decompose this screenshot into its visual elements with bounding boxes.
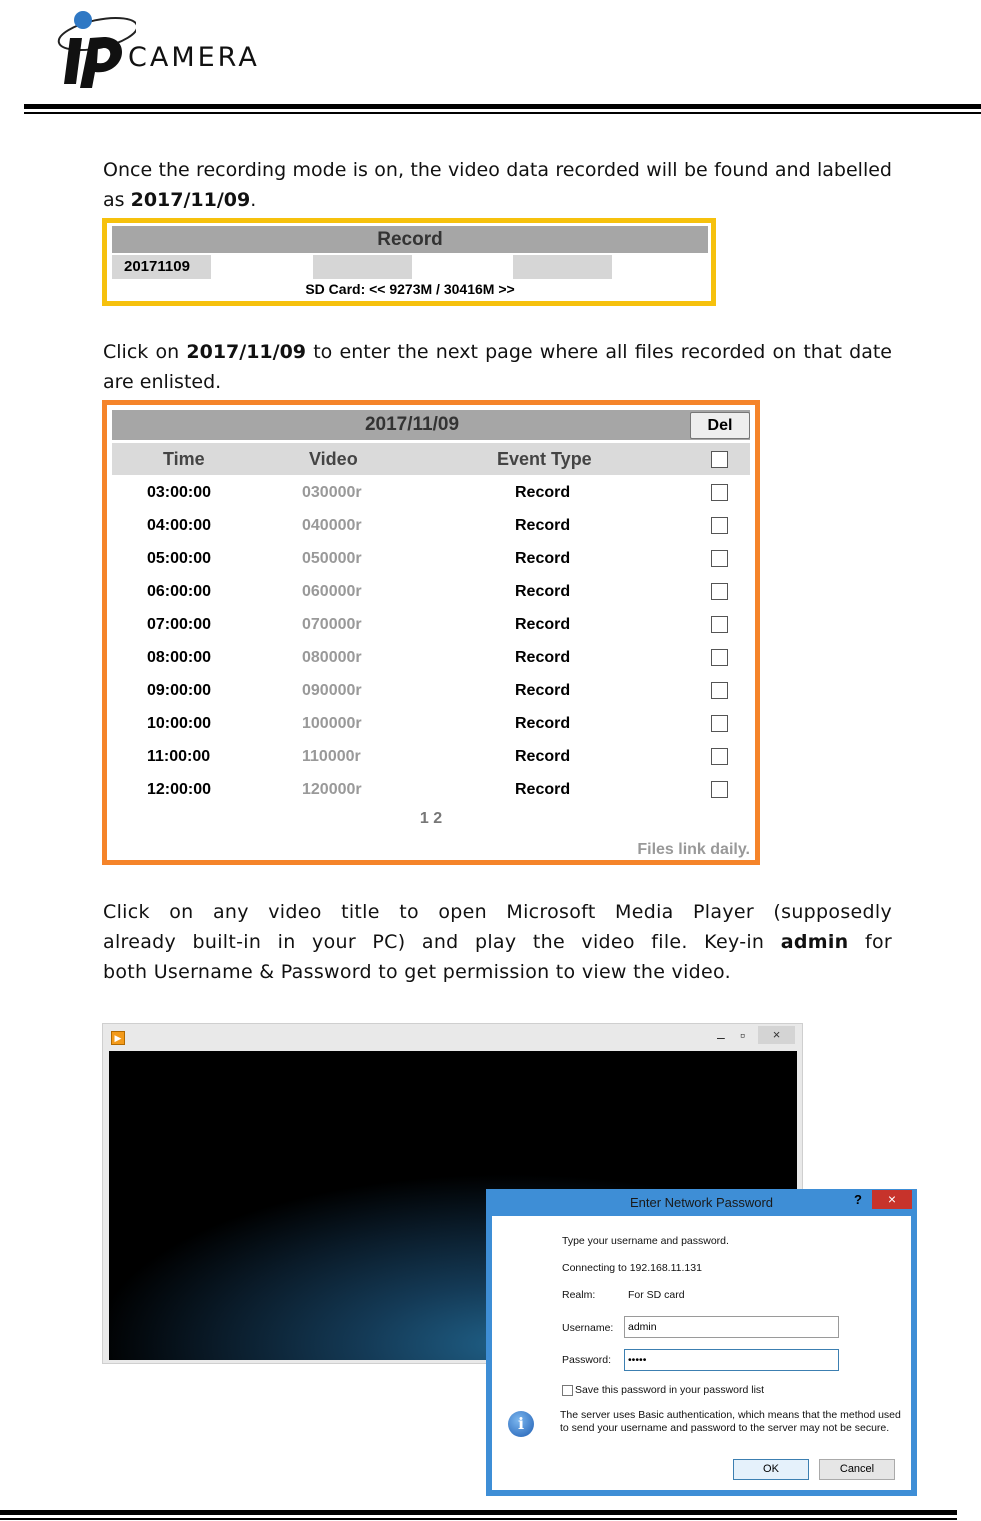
media-player-icon: ▶ (111, 1031, 125, 1045)
file-checkbox[interactable] (711, 715, 728, 732)
column-time: Time (163, 449, 205, 469)
files-panel-date: 2017/11/09 (364, 414, 460, 435)
footer-rule-thin (0, 1518, 957, 1520)
file-time: 07:00:00 (147, 616, 212, 633)
record-date-cell (513, 255, 612, 279)
username-input[interactable]: admin (624, 1316, 839, 1338)
record-panel-title: Record (112, 226, 708, 253)
file-row (112, 773, 750, 806)
column-event-type: Event Type (497, 449, 592, 469)
header-rule (24, 104, 981, 109)
dialog-title: Enter Network Password (629, 1195, 774, 1210)
paragraph-line: already built-in in your PC) and play the video file. Key-in admin for (103, 931, 892, 953)
paragraph-line: both Username & Password to get permission to view the video. (103, 961, 731, 983)
file-video-link[interactable]: 030000r (302, 484, 362, 501)
file-event-type: Record (515, 583, 571, 600)
dialog-close-button[interactable]: × (872, 1190, 912, 1209)
file-time: 09:00:00 (147, 682, 212, 699)
file-row (112, 476, 750, 509)
column-video: Video (309, 449, 358, 469)
dialog-connecting: Connecting to 192.168.11.131 (562, 1262, 702, 1274)
file-time: 06:00:00 (147, 583, 212, 600)
file-event-type: Record (515, 517, 571, 534)
file-row (112, 674, 750, 707)
paragraph-play-video (103, 897, 892, 987)
record-panel (102, 218, 716, 306)
username-label: Username: (562, 1322, 614, 1334)
file-checkbox[interactable] (711, 583, 728, 600)
dialog-body (492, 1216, 911, 1490)
file-event-type: Record (515, 748, 571, 765)
file-time: 03:00:00 (147, 484, 212, 501)
file-checkbox[interactable] (711, 781, 728, 798)
file-time: 04:00:00 (147, 517, 212, 534)
save-password-checkbox[interactable] (562, 1385, 573, 1396)
file-checkbox[interactable] (711, 748, 728, 765)
file-time: 05:00:00 (147, 550, 212, 567)
file-checkbox[interactable] (711, 517, 728, 534)
record-date-cell (313, 255, 412, 279)
minimize-button[interactable]: ‒ (717, 1029, 725, 1045)
file-event-type: Record (515, 550, 571, 567)
header-rule-thin (24, 112, 981, 114)
file-row (112, 707, 750, 740)
file-time: 11:00:00 (147, 748, 211, 765)
file-video-link[interactable]: 120000r (302, 781, 362, 798)
help-icon[interactable]: ? (854, 1192, 862, 1207)
footer-rule (0, 1510, 957, 1515)
info-icon: i (508, 1411, 534, 1437)
network-password-dialog (486, 1189, 917, 1496)
file-time: 12:00:00 (147, 781, 212, 798)
file-checkbox[interactable] (711, 550, 728, 567)
file-video-link[interactable]: 070000r (302, 616, 362, 633)
files-panel-header (112, 410, 750, 440)
file-row (112, 542, 750, 575)
auth-warning-line2: to send your username and password to the server may not be secure. (560, 1422, 890, 1434)
file-row (112, 641, 750, 674)
file-checkbox[interactable] (711, 484, 728, 501)
files-panel (102, 400, 760, 865)
auth-warning-line1: The server uses Basic authentication, which means that the method used (560, 1409, 901, 1421)
paragraph-line: Click on any video title to open Microsoft Media Player (supposedly (103, 901, 892, 923)
file-checkbox[interactable] (711, 682, 728, 699)
file-row (112, 575, 750, 608)
file-time: 08:00:00 (147, 649, 212, 666)
sd-card-status: SD Card: << 9273M / 30416M >> (305, 281, 515, 297)
file-row (112, 509, 750, 542)
logo-text: CAMERA (128, 42, 260, 73)
maximize-button[interactable]: ▫ (740, 1027, 745, 1043)
files-footer-note: Files link daily. (637, 841, 750, 858)
close-button[interactable]: × (758, 1026, 795, 1044)
date-bold: 2017/11/09 (186, 341, 307, 363)
file-time: 10:00:00 (147, 715, 212, 732)
file-row (112, 740, 750, 773)
file-video-link[interactable]: 090000r (302, 682, 362, 699)
paragraph-click-date: Click on 2017/11/09 to enter the next page where all files recorded on that date are enlisted. (103, 341, 892, 393)
paragraph-recording-mode: Once the recording mode is on, the video data recorded will be found and labelled as 2017/11/09. (103, 159, 892, 211)
password-input[interactable]: ••••• (624, 1349, 839, 1371)
file-checkbox[interactable] (711, 616, 728, 633)
password-label: Password: (562, 1354, 612, 1366)
file-event-type: Record (515, 484, 571, 501)
save-password-label: Save this password in your password list (575, 1384, 765, 1396)
ok-button[interactable]: OK (733, 1459, 809, 1480)
file-video-link[interactable]: 100000r (302, 715, 362, 732)
select-all-checkbox[interactable] (711, 451, 728, 468)
file-event-type: Record (515, 649, 571, 666)
date-bold: 2017/11/09 (130, 189, 251, 211)
ip-camera-logo (46, 4, 136, 88)
file-video-link[interactable]: 080000r (302, 649, 362, 666)
realm-label: Realm: (562, 1289, 596, 1301)
file-event-type: Record (515, 715, 571, 732)
admin-bold: admin (780, 931, 849, 953)
delete-button[interactable]: Del (690, 412, 750, 439)
file-event-type: Record (515, 682, 571, 699)
cancel-button[interactable]: Cancel (819, 1459, 895, 1480)
record-date-link[interactable]: 20171109 (112, 255, 211, 279)
file-event-type: Record (515, 781, 571, 798)
file-video-link[interactable]: 040000r (302, 517, 362, 534)
pagination[interactable]: 1 2 (419, 810, 443, 827)
file-row (112, 608, 750, 641)
file-event-type: Record (515, 616, 571, 633)
file-video-link[interactable]: 110000r (302, 748, 361, 765)
file-video-link[interactable]: 050000r (302, 550, 362, 567)
file-video-link[interactable]: 060000r (302, 583, 362, 600)
files-columns-header (112, 443, 750, 475)
realm-value: For SD card (628, 1289, 685, 1301)
dialog-prompt: Type your username and password. (562, 1235, 729, 1247)
file-checkbox[interactable] (711, 649, 728, 666)
